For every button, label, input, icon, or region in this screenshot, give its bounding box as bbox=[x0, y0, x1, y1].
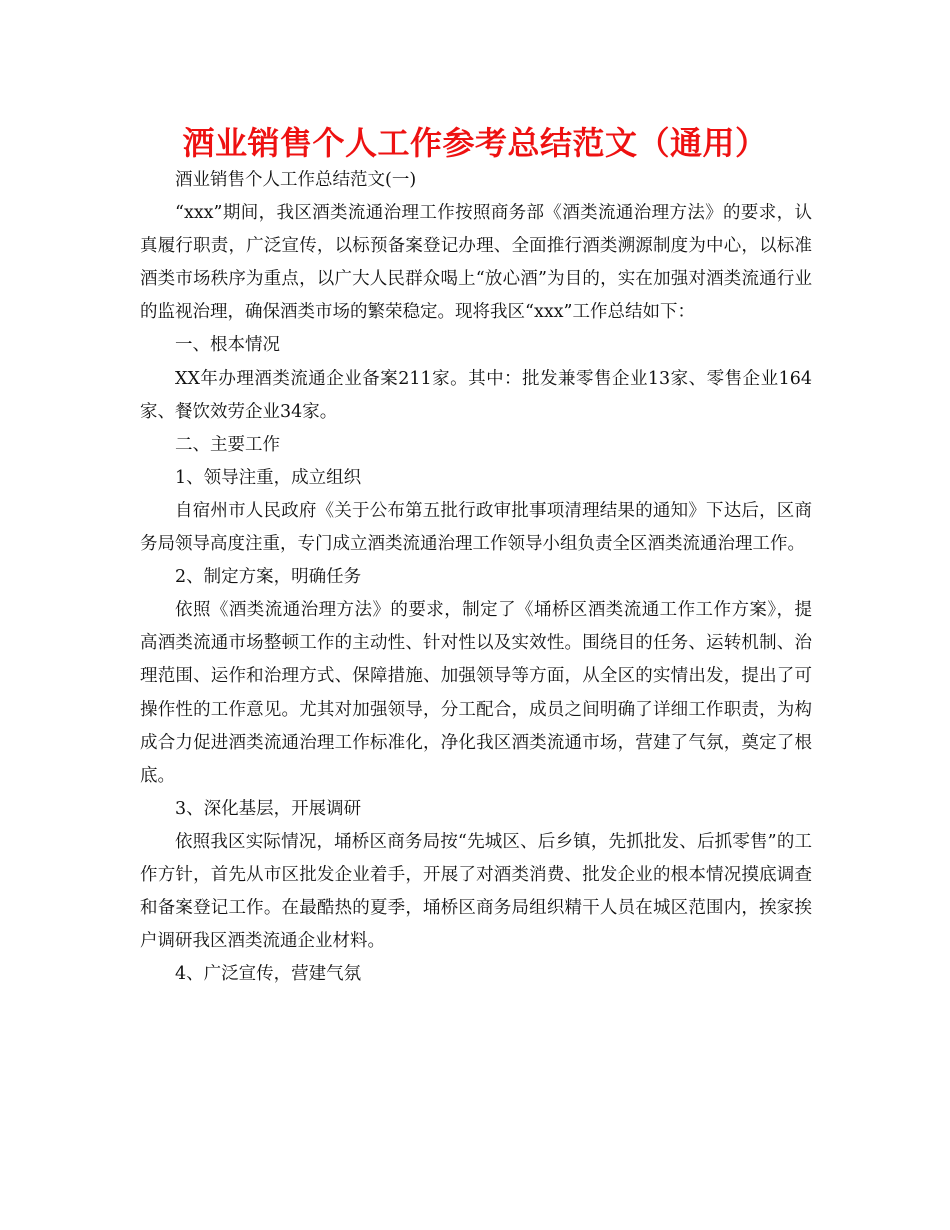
paragraph-2: 依照《酒类流通治理方法》的要求，制定了《埇桥区酒类流通工作工作方案》，提高酒类流通市场整顿工作的主动性、针对性以及实效性。围绕目的任务、运转机制、治理范围、运作和治理方式、保障措施、加强领导等方面，从全区的实情出发，提出了可操作性的工作意见。尤其对加强领导，分工配合，成员之间明确了详细工作职责，为构成合力促进酒类流通治理工作标准化，净化我区酒类流通市场，营建了气氛，奠定了根底。 bbox=[140, 600, 812, 786]
paragraph-1: 自宿州市人民政府《关于公布第五批行政审批事项清理结果的通知》下达后，区商务局领导高度注重，专门成立酒类流通治理工作领导小组负责全区酒类流通治理工作。 bbox=[140, 500, 812, 555]
document-subtitle: 酒业销售个人工作总结范文(一) bbox=[175, 170, 417, 190]
subheading-4: 4、广泛宣传，营建气氛 bbox=[175, 964, 362, 985]
subheading-1: 1、领导注重，成立组织 bbox=[175, 467, 362, 488]
section-heading-basic: 一、根本情况 bbox=[175, 335, 280, 356]
subheading-2: 2、制定方案，明确任务 bbox=[175, 567, 362, 588]
paragraph-3: 依照我区实际情况，埇桥区商务局按“先城区、后乡镇，先抓批发、后抓零售”的工作方针，首先从市区批发企业着手，开展了对酒类消费、批发企业的根本情况摸底调查和备案登记工作。在最酷热的夏季，埇桥区商务局组织精干人员在城区范围内，挨家挨户调研我区酒类流通企业材料。 bbox=[140, 831, 812, 952]
paragraph-intro: “xxx”期间，我区酒类流通治理工作按照商务部《酒类流通治理方法》的要求，认真履行职责，广泛宣传，以标预备案登记办理、全面推行酒类溯源制度为中心，以标准酒类市场秩序为重点，以广大人民群众喝上“放心酒”为目的，实在加强对酒类流通行业的监视治理，确保酒类市场的繁荣稳定。现将我区“xxx”工作总结如下： bbox=[140, 203, 812, 323]
document-title: 酒业销售个人工作参考总结范文（通用） bbox=[182, 124, 768, 162]
section-heading-main-work: 二、主要工作 bbox=[175, 434, 280, 455]
document-body bbox=[140, 164, 812, 991]
subheading-3: 3、深化基层，开展调研 bbox=[175, 798, 362, 819]
paragraph-basic: XX年办理酒类流通企业备案211家。其中：批发兼零售企业13家、零售企业164家、餐饮效劳企业34家。 bbox=[140, 368, 812, 422]
